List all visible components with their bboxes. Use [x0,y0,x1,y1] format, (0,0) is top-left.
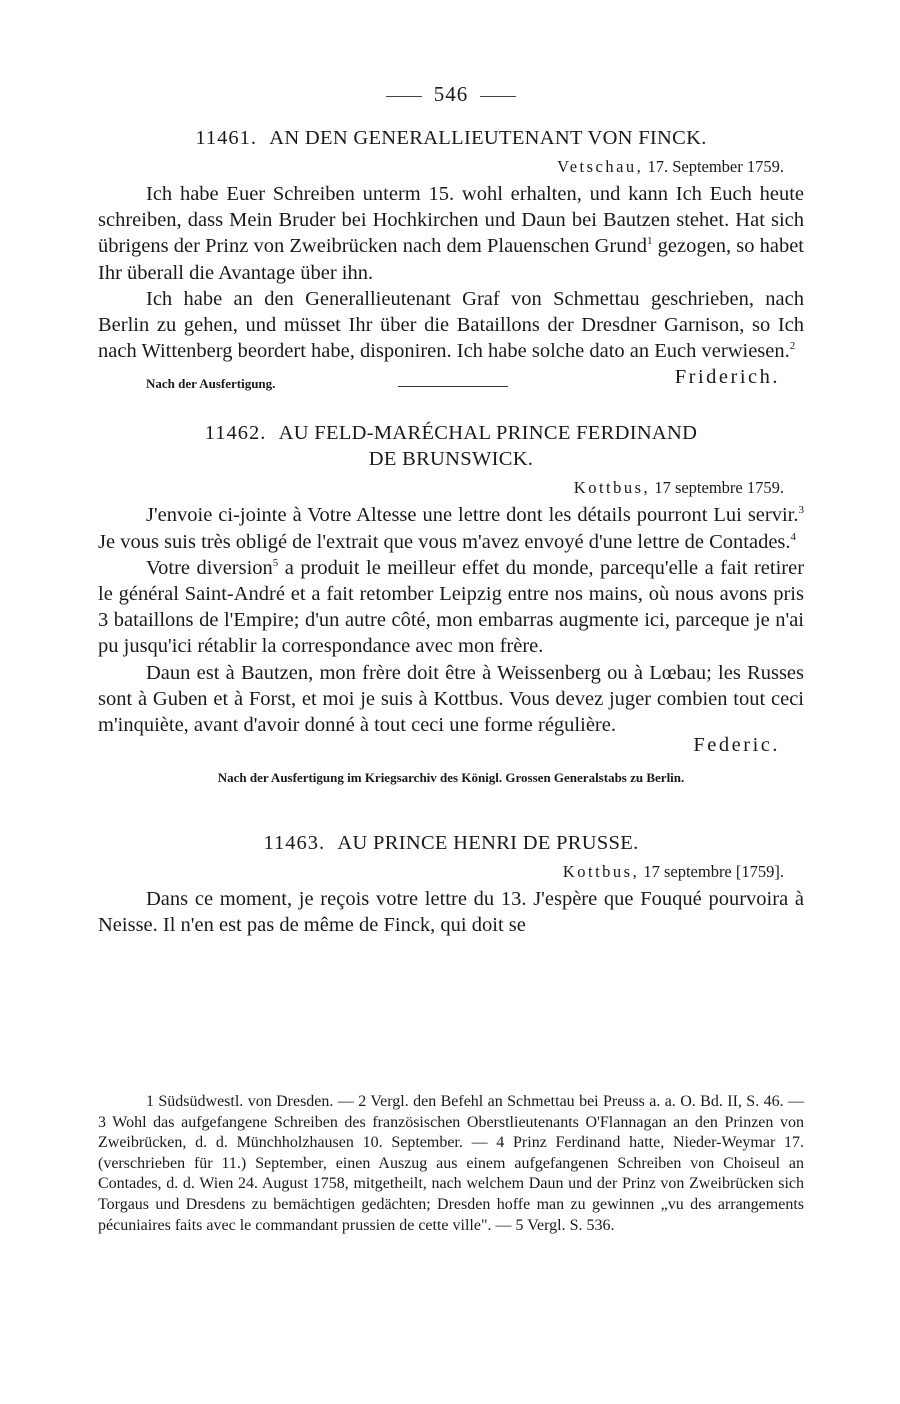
separator-rule [398,386,508,387]
letter-title: AU PRINCE HENRI DE PRUSSE. [337,832,639,855]
footnotes [98,1092,804,1236]
letter-number: 11462. [204,422,267,445]
letter-heading [98,830,804,856]
footnote-ref: 3 [798,504,804,517]
source-note: Nach der Ausfertigung. [146,376,276,392]
page-number-rule-right [480,96,516,97]
letter-number: 11463. [263,832,326,855]
signature: Friderich. [674,366,780,389]
letter-heading [98,125,804,151]
footnote-ref: 1 [647,235,653,248]
signature: Federic. [693,734,780,757]
source-note: Nach der Ausfertigung im Kriegsarchiv des Königl. Grossen Generalstabs zu Berlin. [217,770,685,786]
dateline-place: Kottbus, [562,862,640,882]
paragraph: Dans ce moment, je reçois votre lettre du 13. J'espère que Fouqué pourvoira à Neisse. Il n'en est pas de même de Finck, qui doit se [98,888,804,937]
paragraph: Ich habe Euer Schreiben unterm 15. wohl erhalten, und kann Ich Euch heute schreiben, dass Mein Bruder bei Hochkirchen und Daun bei Bautzen stehet. Hat sich übrigens der Prinz von Zweibrücken nach dem Plauenschen Grund$^1$ gezogen, so habet Ihr überall die Avantage über ihn. [98,183,805,284]
letter-closing [98,734,804,758]
paragraph: Daun est à Bautzen, mon frère doit être à Weissenberg ou à Lœbau; les Russes sont à Guben et à Forst, et moi je suis à Kottbus. Vous devez juger combien tout ceci m'inquiète, avant d'avoir donné à tout ceci une forme régulière. [98,661,804,737]
paragraph: J'envoie ci-jointe à Votre Altesse une lettre dont les détails pourront Lui servir.$^3$ Je vous suis très obligé de l'extrait que vous m'avez envoyé d'une lettre de Contades.$^4$ [98,504,804,553]
letter-title: AU FELD-MARÉCHAL PRINCE FERDINAND [278,422,698,445]
footnote-text: 1 Südsüdwestl. von Dresden. — 2 Vergl. den Befehl an Schmettau bei Preuss a. a. O. Bd. II, S. 46. — 3 Wohl das aufgefangene Schreiben des französischen Oberstlieutenants O'Flannagan an den Prinzen von Zweibrücken, d. d. Münchholzhausen 10. September. — 4 Prinz Ferdinand hatte, Nieder-Weymar 17. (verschrieben für 11.) September, einen Auszug aus einem aufgefangenen Schreiben von Choiseul an Contades, d. d. Wien 24. August 1758, mitgetheilt, nach welchem Daun und der Prinz von Zweibrücken sich Torgaus und Dresdens zu bemächtigen gedächten; Dresden hoffe man zu gewinnen „vu des arrangements pécuniaires faits avec le commandant prussien de cette ville". — 5 Vergl. S. 536. [98,1093,804,1234]
dateline-date: 17 septembre 1759. [654,478,784,498]
letter-heading [98,420,804,472]
paragraph: Ich habe an den Generallieutenant Graf von Schmettau geschrieben, nach Berlin zu gehen, und müsset Ihr über die Bataillons der Dresdner Garnison, so Ich nach Wittenberg beordert habe, disponiren. Ich habe solche dato an Euch verwiesen.$^2$ [98,287,804,363]
letter-closing [98,366,804,394]
letter-11461 [98,125,804,394]
letter-title-continued: DE BRUNSWICK. [368,448,534,471]
dateline [98,157,804,177]
dateline [98,862,804,882]
letter-11462 [98,420,804,786]
letter-number: 11461. [195,127,257,149]
page-number: 546 [98,82,804,107]
footnote-ref: 4 [790,530,797,543]
letter-11463 [98,830,804,938]
footnote-ref: 5 [272,556,279,569]
dateline-place: Vetschau, [557,157,644,176]
dateline-date: 17. September 1759. [647,157,784,176]
letter-title: AN DEN GENERALLIEUTENANT VON FINCK. [269,127,707,149]
dateline-place: Kottbus, [573,478,651,498]
footnote-ref: 2 [789,340,796,353]
page-body [98,82,804,939]
dateline [98,478,804,498]
page-number-rule-left [386,96,422,97]
paragraph: Votre diversion$^5$ a produit le meilleur effet du monde, parcequ'elle a fait retirer le général Saint-André et a fait retomber Leipzig entre nos mains, où nous avons pris 3 bataillons de l'Empire; d'un autre côté, mon embarras augmente ici, parceque je n'ai pu jusqu'ici rétablir la correspondance avec mon frère. [98,556,805,658]
dateline-date: 17 septembre [1759]. [643,862,784,882]
